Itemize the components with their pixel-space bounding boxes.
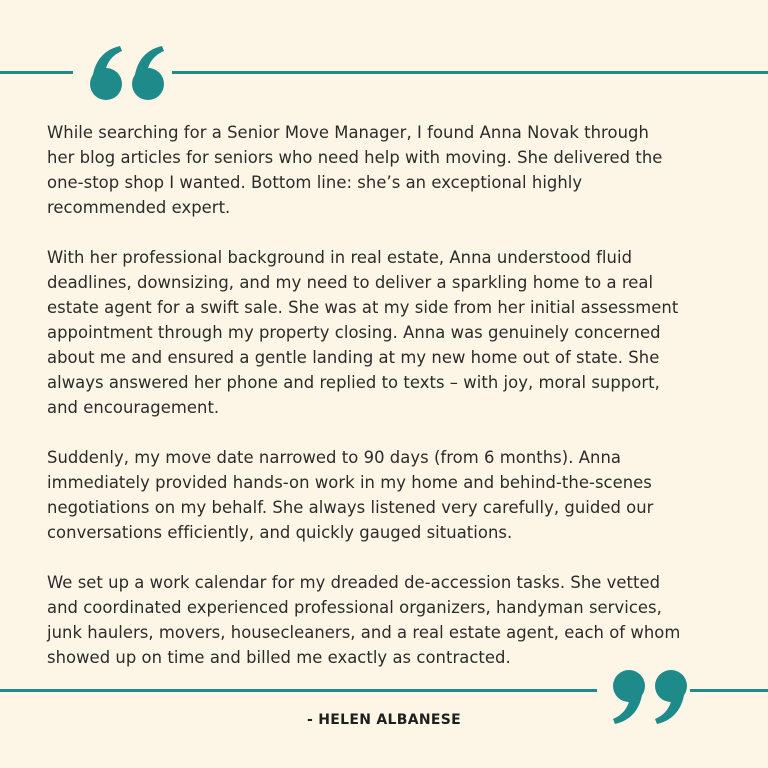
bottom-divider-right xyxy=(690,689,768,692)
testimonial-paragraph-3: Suddenly, my move date narrowed to 90 days (from 6 months). Anna immediately provided hands-on work in my home and behind-the-scenes negotiations on my behalf. She always listened very carefully, guided our conversations efficiently, and quickly gauged situations. xyxy=(47,448,654,542)
testimonial-paragraph-1: While searching for a Senior Move Manager, I found Anna Novak through her blog articles for seniors who need help with moving. She delivered the one-stop shop I wanted. Bottom line: she’s an exceptional highly recommended expert. xyxy=(47,123,663,217)
open-quote-icon xyxy=(88,44,170,106)
attribution: - HELEN ALBANESE xyxy=(306,712,462,728)
top-divider-left xyxy=(0,71,73,74)
testimonial-paragraph-4: We set up a work calendar for my dreaded de-accession tasks. She vetted and coordinated experienced professional organizers, handyman services, junk haulers, movers, housecleaners, and a real estate agent, each of whom showed up on time and billed me exactly as contracted. xyxy=(47,573,681,667)
top-divider-right xyxy=(172,71,768,74)
testimonial-paragraph-2: With her professional background in real estate, Anna understood fluid deadlines, downsizing, and my need to deliver a sparkling home to a real estate agent for a swift sale. She was at my side from her initial assessment appointment through my property closing. Anna was genuinely concerned about me and ensured a gentle landing at my new home out of state. She always answered her phone and replied to texts – with joy, moral support, and encouragement. xyxy=(47,248,679,417)
testimonial-body xyxy=(47,120,737,670)
bottom-divider-left xyxy=(0,689,597,692)
